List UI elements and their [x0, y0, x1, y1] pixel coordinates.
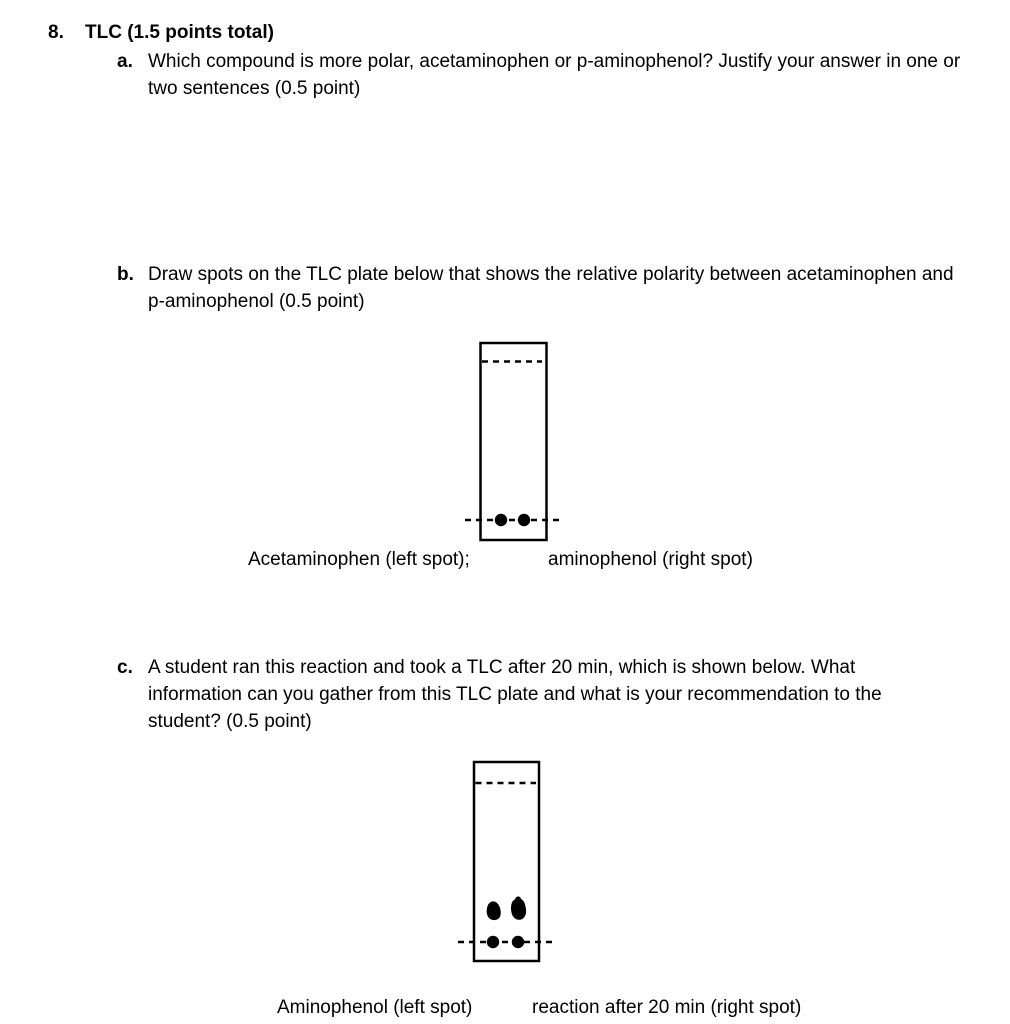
caption-c-left: Aminophenol (left spot) [277, 997, 473, 1018]
tlc-plate-figure-b [462, 339, 564, 544]
caption-b-right: aminophenol (right spot) [548, 549, 753, 570]
part-c-text: A student ran this reaction and took a TLC after 20 min, which is shown below. What information can you gather from this TLC plate and what is your recommendation to the student? (0.5 point) [148, 657, 882, 732]
question-part-a [117, 48, 989, 102]
part-a-text: Which compound is more polar, acetaminophen or p-aminophenol? Justify your answer in one or two sentences (0.5 point) [148, 51, 961, 99]
caption-c-right: reaction after 20 min (right spot) [532, 997, 802, 1018]
question-part-c [117, 654, 931, 735]
part-b-label: b. [117, 264, 134, 285]
tlc-origin-spot-acetaminophen [495, 514, 507, 526]
part-c-label: c. [117, 657, 133, 678]
question-part-b [117, 261, 969, 315]
question-title: TLC (1.5 points total) [85, 22, 274, 43]
tlc-origin-spot-aminophenol [487, 936, 499, 948]
tlc-origin-spot-reaction [512, 936, 524, 948]
tlc-plate-outline [474, 762, 539, 961]
tlc-origin-spot-aminophenol [518, 514, 530, 526]
caption-b-left: Acetaminophen (left spot); [248, 549, 470, 570]
part-a-label: a. [117, 51, 133, 72]
tlc-plate-figure-c [455, 758, 557, 965]
question-heading [48, 19, 274, 46]
question-number: 8. [48, 22, 64, 43]
tlc-plate-outline [481, 343, 547, 540]
part-b-text: Draw spots on the TLC plate below that shows the relative polarity between acetaminophen and p-aminophenol (0.5 point) [148, 264, 954, 312]
